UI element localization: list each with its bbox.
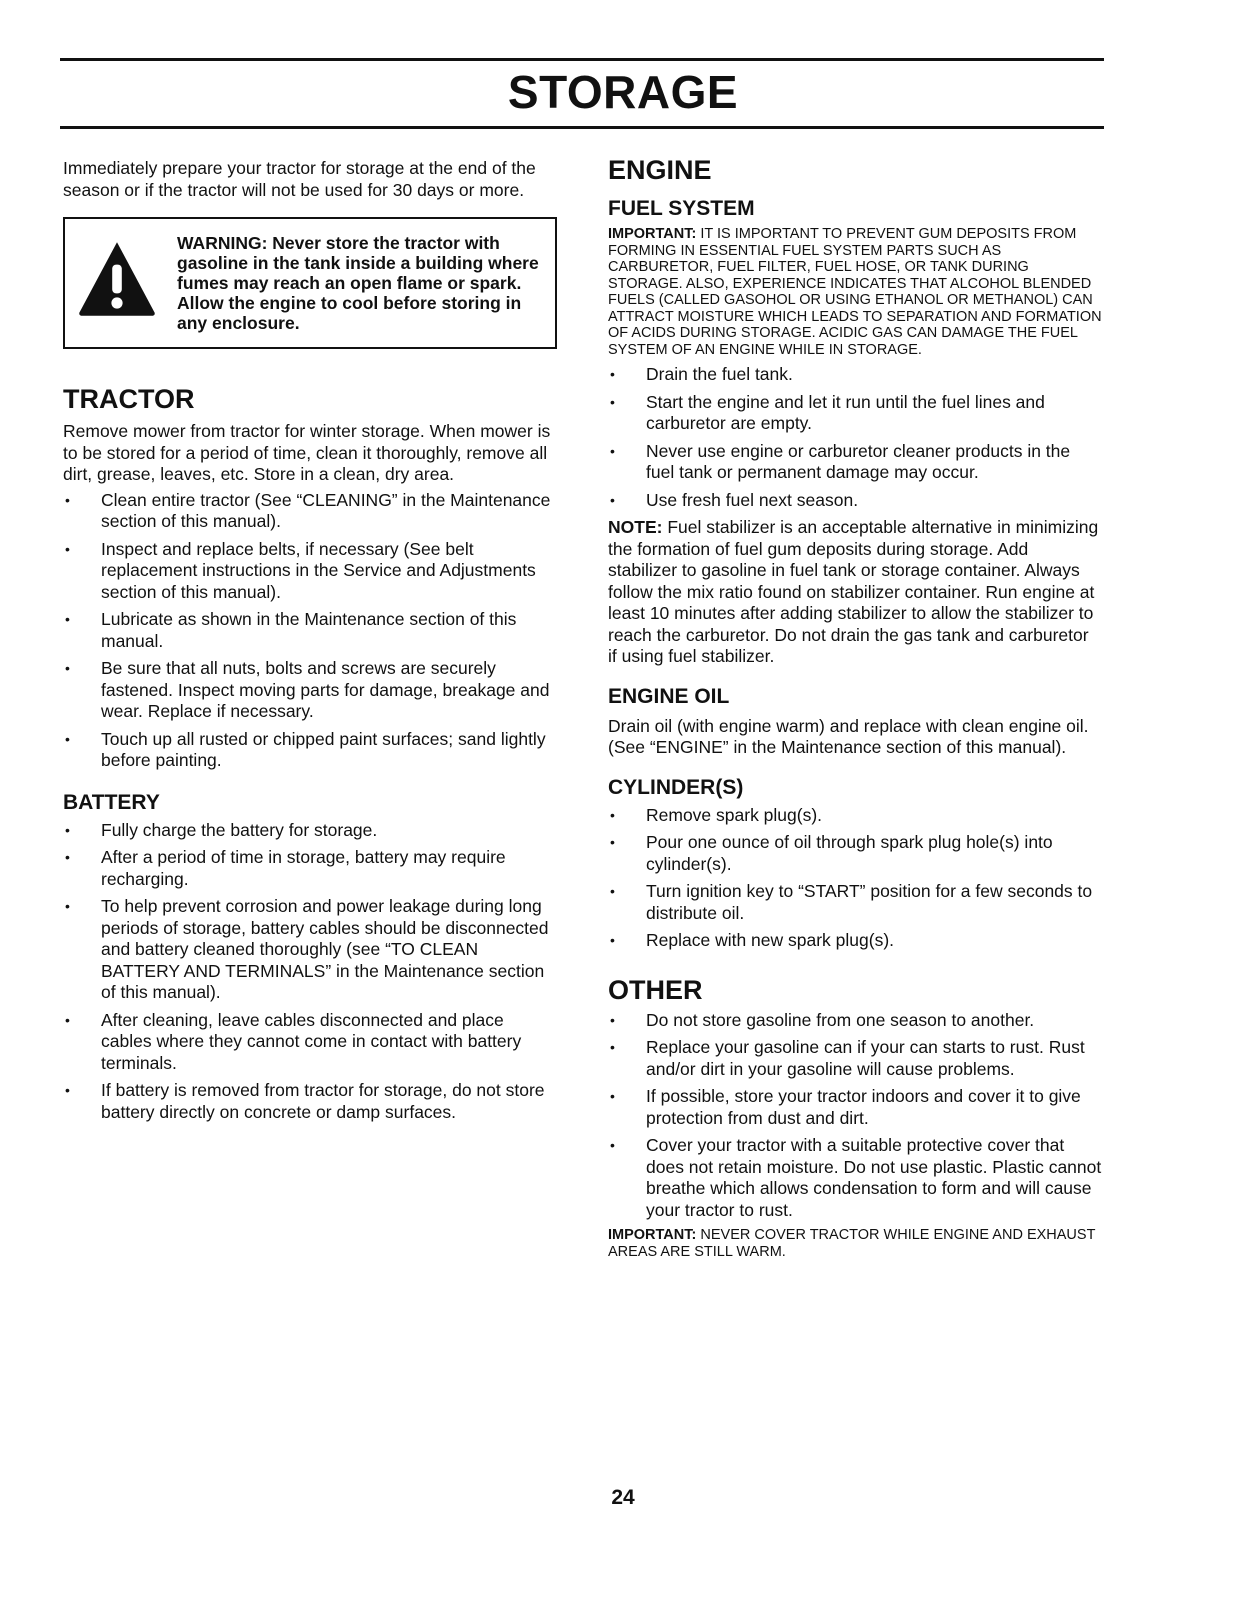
list-item: • Be sure that all nuts, bolts and screws are securely fastened. Inspect moving parts for damage, breakage and wear. Replace if necessary. bbox=[63, 658, 559, 723]
warning-text: WARNING: Never store the tractor with gasoline in the tank inside a building where fumes may reach an open flame or spark. Allow the engine to cool before storing in any enclosure. bbox=[177, 233, 539, 333]
list-item: • Never use engine or carburetor cleaner products in the fuel tank or permanent damage may occur. bbox=[608, 441, 1102, 484]
engine-oil-body: Drain oil (with engine warm) and replace with clean engine oil. (See “ENGINE” in the Maintenance section of this manual). bbox=[608, 715, 1089, 757]
battery-list bbox=[63, 820, 559, 1124]
warning-box bbox=[63, 217, 557, 349]
other-list bbox=[608, 1010, 1102, 1222]
list-item: • Remove spark plug(s). bbox=[608, 805, 1102, 827]
other-important-paragraph bbox=[608, 1227, 1102, 1260]
warning-triangle-icon bbox=[77, 239, 157, 319]
list-item: • If battery is removed from tractor for storage, do not store battery directly on concrete or damp surfaces. bbox=[63, 1080, 559, 1123]
list-item: • Pour one ounce of oil through spark plug hole(s) into cylinder(s). bbox=[608, 832, 1102, 875]
right-column bbox=[608, 155, 1102, 1260]
important-text: IT IS IMPORTANT TO PREVENT GUM DEPOSITS FROM FORMING IN ESSENTIAL FUEL SYSTEM PARTS SUCH AS CARBURETOR, FUEL FILTER, FUEL HOSE, OR TANK DURING STORAGE. ALSO, EXPERIENCE INDICATES THAT ALCOHOL BLENDED FUELS (CALLED GASOHOL OR USING ETHANOL OR METHANOL) CAN ATTRACT MOISTURE WHICH LEADS TO SEPARATION AND FORMATION OF ACIDS DURING STORAGE. ACIDIC GAS CAN DAMAGE THE FUEL SYSTEM OF AN ENGINE WHILE IN STORAGE. bbox=[608, 226, 1102, 358]
list-item: • Lubricate as shown in the Maintenance section of this manual. bbox=[63, 609, 559, 652]
page-title: STORAGE bbox=[507, 66, 739, 118]
page-number: 24 bbox=[611, 1486, 635, 1509]
list-item: • Cover your tractor with a suitable protective cover that does not retain moisture. Do not use plastic. Plastic cannot breathe which allows condensation to form and will cause your tractor to rust. bbox=[608, 1135, 1102, 1221]
note-text: Fuel stabilizer is an acceptable alternative in minimizing the formation of fuel gum deposits during storage. Add stabilizer to gasoline in fuel tank or storage container. Always follow the mix ratio found on stabilizer container. Run engine at least 10 minutes after adding stabilizer to allow the stabilizer to reach the carburetor. Do not drain the gas tank and carburetor if using fuel stabilizer. bbox=[608, 517, 1099, 666]
list-item: • Drain the fuel tank. bbox=[608, 364, 1102, 386]
engine-oil-heading: ENGINE OIL bbox=[608, 684, 730, 708]
list-item: • Fully charge the battery for storage. bbox=[63, 820, 559, 842]
intro-paragraph: Immediately prepare your tractor for storage at the end of the season or if the tractor will not be used for 30 days or more. bbox=[63, 158, 536, 200]
list-item: • Touch up all rusted or chipped paint surfaces; sand lightly before painting. bbox=[63, 729, 559, 772]
list-item: • Use fresh fuel next season. bbox=[608, 490, 1102, 512]
list-item: • After a period of time in storage, battery may require recharging. bbox=[63, 847, 559, 890]
list-item: • Inspect and replace belts, if necessary (See belt replacement instructions in the Service and Adjustments section of this manual). bbox=[63, 539, 559, 604]
fuel-note-paragraph bbox=[608, 517, 1102, 668]
fuel-important-paragraph bbox=[608, 226, 1102, 358]
list-item: • Do not store gasoline from one season to another. bbox=[608, 1010, 1102, 1032]
list-item: • After cleaning, leave cables disconnected and place cables where they cannot come in contact with battery terminals. bbox=[63, 1010, 559, 1075]
note-label: NOTE: bbox=[608, 517, 663, 537]
important-label: IMPORTANT: bbox=[608, 1227, 697, 1243]
list-item: • Turn ignition key to “START” position for a few seconds to distribute oil. bbox=[608, 881, 1102, 924]
cylinders-list bbox=[608, 805, 1102, 952]
tractor-heading: TRACTOR bbox=[63, 384, 195, 414]
title-rule-top bbox=[60, 58, 1104, 61]
list-item: • To help prevent corrosion and power leakage during long periods of storage, battery cables should be disconnected and battery cleaned thoroughly (see “TO CLEAN BATTERY AND TERMINALS” in the Maintenance section of this manual). bbox=[63, 896, 559, 1004]
list-item: • Clean entire tractor (See “CLEANING” in the Maintenance section of this manual). bbox=[63, 490, 559, 533]
list-item: • If possible, store your tractor indoors and cover it to give protection from dust and dirt. bbox=[608, 1086, 1102, 1129]
important-label: IMPORTANT: bbox=[608, 226, 697, 242]
important-text: NEVER COVER TRACTOR WHILE ENGINE AND EXHAUST AREAS ARE STILL WARM. bbox=[608, 1227, 1096, 1260]
list-item: • Replace your gasoline can if your can starts to rust. Rust and/or dirt in your gasoline will cause problems. bbox=[608, 1037, 1102, 1080]
engine-heading: ENGINE bbox=[608, 155, 712, 185]
tractor-body: Remove mower from tractor for winter storage. When mower is to be stored for a period of time, clean it thoroughly, remove all dirt, grease, leaves, etc. Store in a clean, dry area. bbox=[63, 421, 551, 484]
other-heading: OTHER bbox=[608, 974, 703, 1005]
list-item: • Start the engine and let it run until the fuel lines and carburetor are empty. bbox=[608, 392, 1102, 435]
fuel-system-heading: FUEL SYSTEM bbox=[608, 197, 755, 220]
battery-heading: BATTERY bbox=[63, 790, 160, 814]
tractor-list bbox=[63, 490, 559, 772]
list-item: • Replace with new spark plug(s). bbox=[608, 930, 1102, 952]
cylinders-heading: CYLINDER(S) bbox=[608, 775, 744, 799]
title-rule-bottom bbox=[60, 126, 1104, 129]
left-column bbox=[63, 158, 559, 1129]
fuel-system-list bbox=[608, 364, 1102, 511]
